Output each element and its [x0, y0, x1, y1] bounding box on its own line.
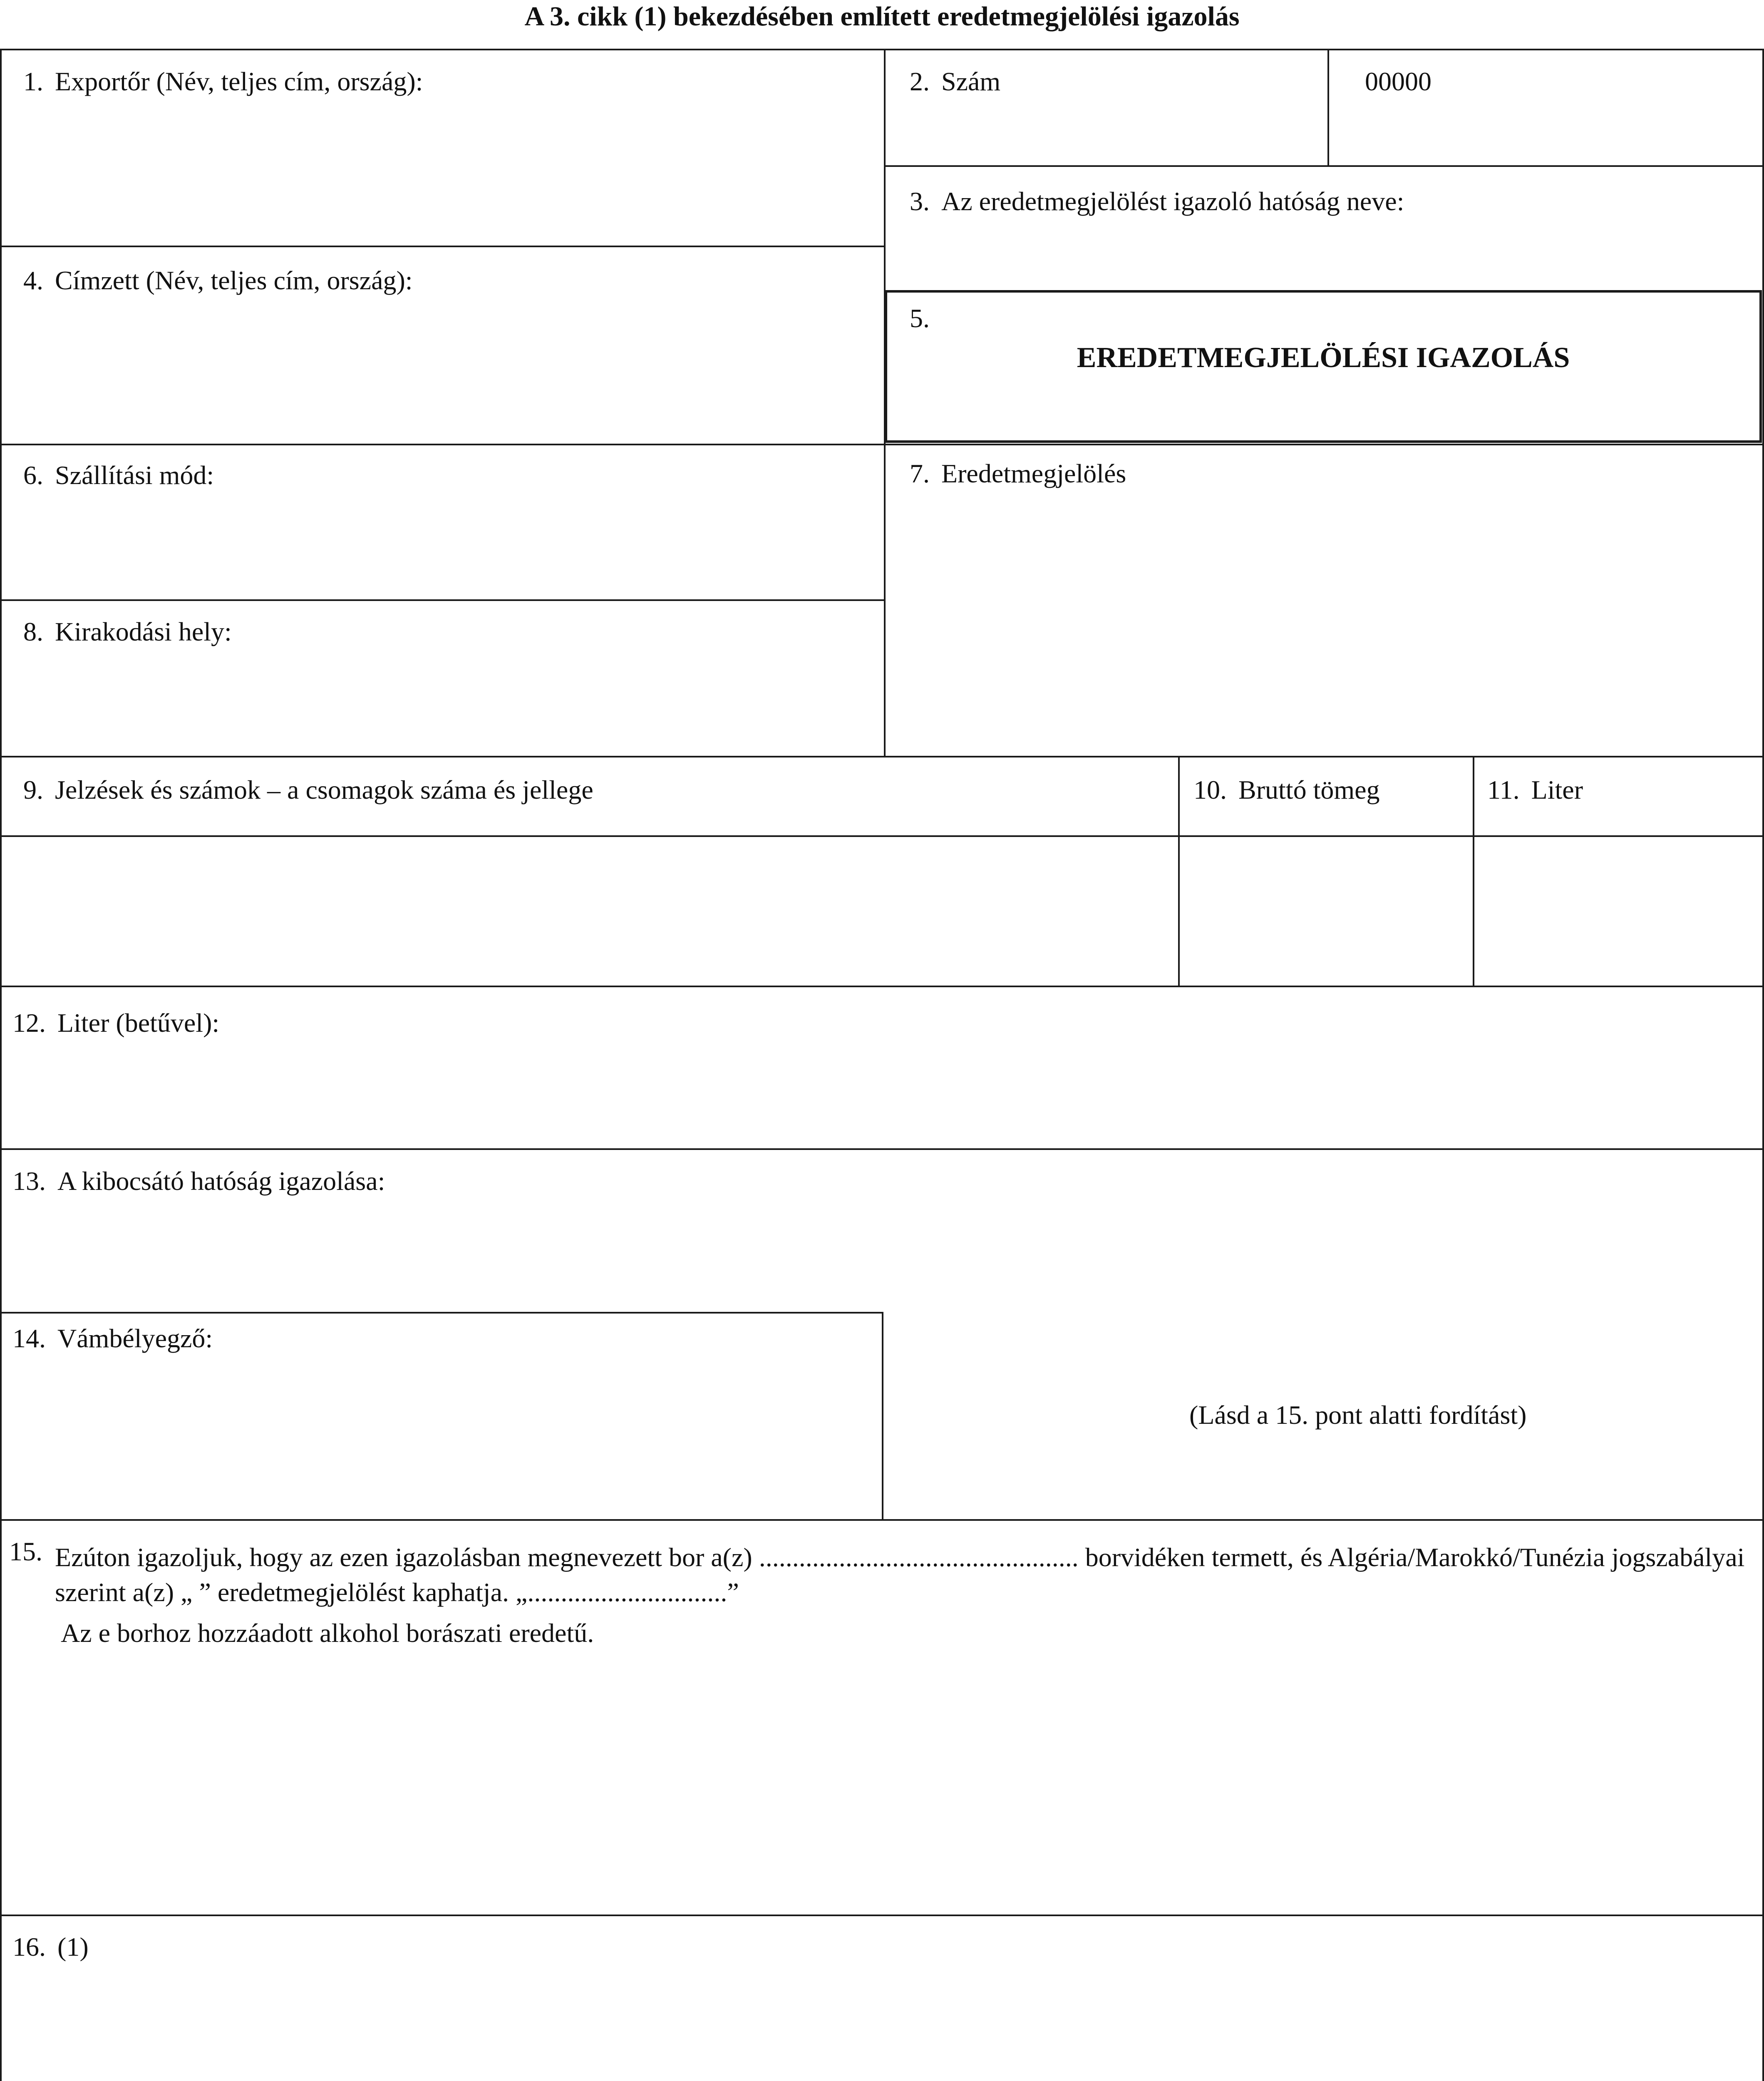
footnote-reference: (1) [57, 1932, 89, 1962]
field-label: Bruttó tömeg [1238, 775, 1380, 805]
divider-f9-f10 [1178, 756, 1180, 986]
certificate-number-value: 00000 [1365, 67, 1432, 96]
field-label: Exportőr (Név, teljes cím, ország): [55, 67, 423, 96]
field-number: 2. [910, 67, 930, 96]
field-9-marks [23, 774, 593, 806]
field-label: Kirakodási hely: [55, 617, 232, 646]
field-number: 12. [12, 1008, 46, 1038]
field-10-gross-weight [1193, 774, 1380, 806]
field-number: 4. [23, 266, 43, 295]
field-number: 14. [12, 1324, 46, 1353]
divider-f1-f4 [0, 246, 885, 247]
divider-f4-f6 [0, 444, 1764, 445]
field-11-litres [1487, 774, 1583, 806]
field-6-transport [23, 459, 214, 491]
field-label: Liter [1531, 775, 1583, 805]
divider-f9-header [0, 835, 1764, 837]
border-top [0, 49, 1764, 50]
field-15-line-2: szerint a(z) „ ” eredetmegjelölést kaphatja. „..............................” [55, 1577, 739, 1607]
field-14-customs-stamp [12, 1323, 213, 1354]
divider-f9-f12 [0, 986, 1764, 987]
divider-f2-f3 [885, 165, 1764, 167]
field-12-litres-words [12, 1007, 219, 1039]
field-label: Eredetmegjelölés [941, 459, 1126, 488]
field-16-additional [12, 1931, 89, 1963]
divider-f10-f11 [1473, 756, 1474, 986]
field-number: 11. [1487, 775, 1520, 805]
page-title: A 3. cikk (1) bekezdésében említett eredetmegjelölési igazolás [524, 1, 1240, 32]
field-label: Az eredetmegjelölést igazoló hatóság neve: [941, 186, 1404, 216]
field-number: 8. [23, 617, 43, 646]
field-number: 6. [23, 460, 43, 490]
field-number: 1. [23, 67, 43, 96]
field-4-consignee [23, 265, 413, 296]
field-label: Jelzések és számok – a csomagok száma és jellege [55, 775, 593, 805]
divider-f14-right [882, 1312, 883, 1520]
field-13-issuing-authority [12, 1165, 385, 1197]
divider-f12-f13 [0, 1148, 1764, 1150]
field-8-unloading [23, 616, 232, 648]
field-15-line-3: Az e borhoz hozzáadott alkohol borászati eredetű. [61, 1618, 594, 1648]
field-15-number: 15. [9, 1537, 42, 1566]
divider-f13-f14 [0, 1312, 883, 1314]
field-number: 10. [1193, 775, 1227, 805]
translation-note: (Lásd a 15. pont alatti fordítást) [1189, 1400, 1527, 1430]
field-number: 9. [23, 775, 43, 805]
field-3-authority [910, 186, 1404, 217]
field-label: A kibocsátó hatóság igazolása: [57, 1166, 385, 1196]
border-left [0, 49, 2, 2081]
field-label: Szállítási mód: [55, 460, 214, 490]
field-label: Vámbélyegző: [57, 1324, 213, 1353]
field-7-designation [910, 458, 1126, 489]
divider-f8-f9 [0, 756, 1764, 757]
divider-f2-value [1327, 49, 1329, 166]
field-number: 13. [12, 1166, 46, 1196]
divider-f15-f16 [0, 1915, 1764, 1916]
divider-f6-f8 [0, 599, 885, 601]
field-number: 7. [910, 459, 930, 488]
field-2-number [910, 66, 1000, 97]
border-right [1762, 49, 1764, 2081]
field-label: Címzett (Név, teljes cím, ország): [55, 266, 413, 295]
field-15-line-1: Ezúton igazoljuk, hogy az ezen igazolásban megnevezett bor a(z) ................................................ borvidéken termett, és Algéria/Marokkó/Tunézia jogszabályai [55, 1542, 1745, 1572]
field-number: 16. [12, 1932, 46, 1962]
field-label: Liter (betűvel): [57, 1008, 220, 1038]
field-1-exporter [23, 66, 423, 97]
field-number: 3. [910, 186, 930, 216]
field-label: Szám [941, 67, 1001, 96]
certificate-heading: EREDETMEGJELÖLÉSI IGAZOLÁS [1077, 342, 1570, 374]
field-5-number: 5. [910, 303, 930, 333]
